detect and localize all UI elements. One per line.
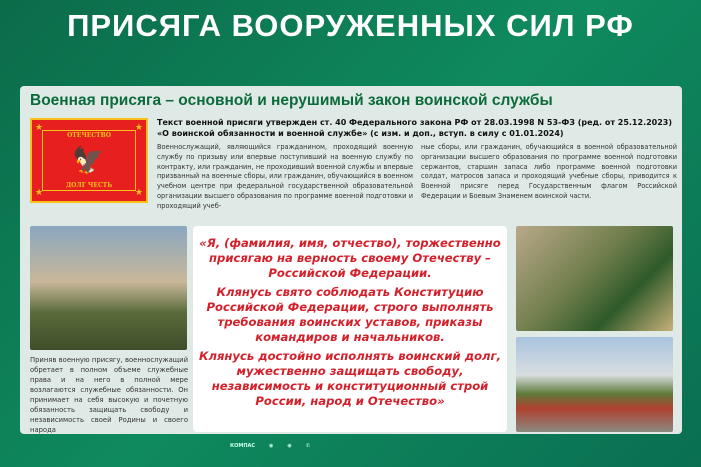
- website-icon: ◉: [269, 443, 274, 449]
- oath-ceremony-photo: [516, 226, 673, 331]
- parade-photo: [516, 337, 673, 432]
- eagle-emblem-icon: 🦅: [72, 146, 105, 176]
- phone-icon: ✆: [305, 443, 310, 449]
- banner-top-text: ОТЕЧЕСТВО: [67, 132, 111, 139]
- body-column: Военнослужащий, являющийся гражданином, проходящий военную службу по призыву или впервые поступивший на военную службу по контракту, или гражданин, не проходивший военной службы и впервые призванный на военные сборы, или гражданин, обучающийся в военном учебном центре при федеральной государственной образовательной организации высшего образования по программе военной подготовки и проходящий учеб-: [157, 143, 413, 210]
- compass-logo: КОМПАС: [230, 443, 256, 449]
- photo-caption: Приняв военную присягу, военнослужащий обретает в полном объеме служебные права и на него в полной мере возлагаются служебные обязанности. Он принимает на себя высокую и почетную обязанность защищать свободу и независимость своей Родины и своего народа: [30, 356, 188, 434]
- footer: [230, 438, 490, 454]
- law-line: Текст военной присяги утвержден ст. 40 Федерального закона РФ от 28.03.1998 N 53-ФЗ (ред. от 25.12.2023): [157, 118, 673, 127]
- star-icon: ★: [35, 188, 44, 198]
- body-text: [157, 143, 677, 212]
- banner-bottom-text: ДОЛГ ЧЕСТЬ: [65, 182, 113, 189]
- law-reference: [157, 117, 677, 139]
- star-icon: ★: [134, 188, 143, 198]
- oath-text-box: [193, 226, 507, 432]
- oath-paragraph: «Я, (фамилия, имя, отчество), торжественно присягаю на верность своему Отечеству – Российской Федерации.: [199, 236, 501, 280]
- oath-paragraph: Клянусь достойно исполнять воинский долг, мужественно защищать свободу, независимость и конституционный строй России, народ и Отечество»: [199, 349, 501, 408]
- soldier-photo: [30, 226, 187, 350]
- subtitle: Военная присяга – основной и нерушимый закон воинской службы: [30, 92, 553, 109]
- law-line: «О воинской обязанности и военной службе» (с изм. и доп., вступ. в силу с 01.01.2024): [157, 129, 564, 138]
- oath-paragraph: Клянусь свято соблюдать Конституцию Российской Федерации, строго выполнять требования воинских уставов, приказы командиров и начальников.: [206, 285, 494, 344]
- email-icon: ◉: [287, 443, 292, 449]
- star-icon: ★: [35, 123, 44, 133]
- poster-title: ПРИСЯГА ВООРУЖЕННЫХ СИЛ РФ: [67, 8, 634, 43]
- body-column: ные сборы, или гражданин, обучающийся в военной образовательной организации высшего образования по программе военной подготовки сержантов, старшин запаса либо программе военной подготовки солдат, матросов запаса и проходящий учебные сборы, приводится к Военной присяге перед Государственным флагом Российской Федерации и Боевым Знаменем воинской части.: [421, 143, 677, 200]
- star-icon: ★: [134, 123, 143, 133]
- military-banner-image: [30, 118, 148, 203]
